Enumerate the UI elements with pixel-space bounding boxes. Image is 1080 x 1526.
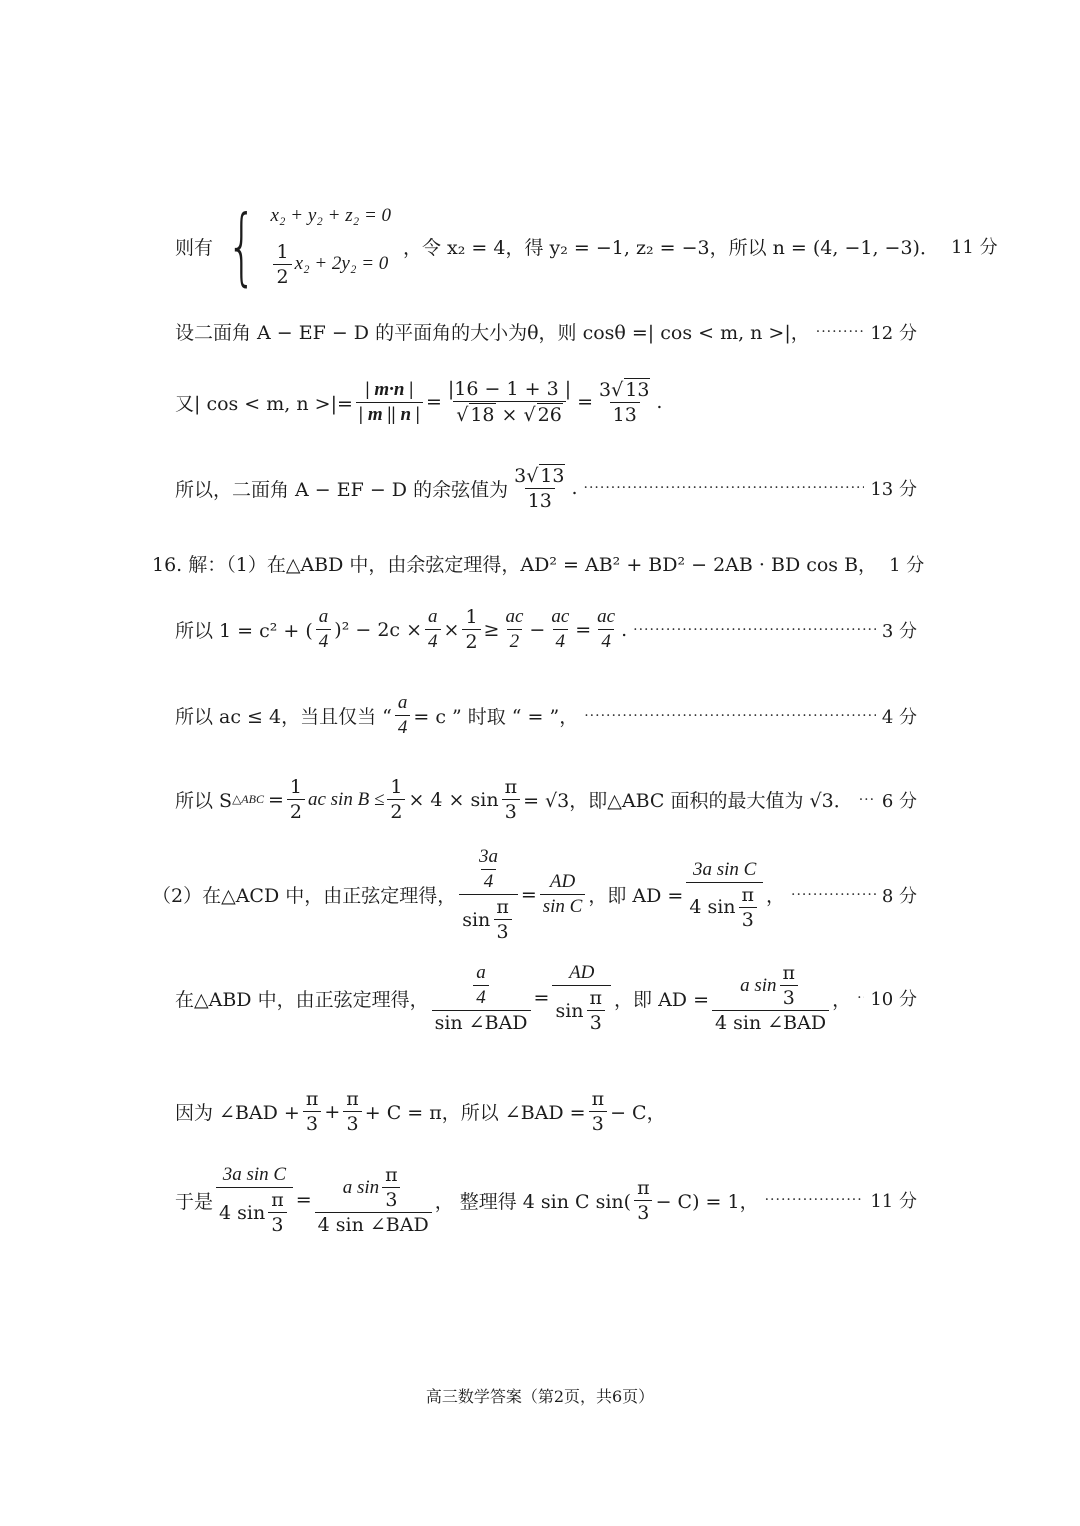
- frac-den: sin ∠BAD: [432, 1010, 531, 1034]
- frac-den: 3: [268, 1212, 286, 1236]
- sqrt-18: 18: [470, 404, 495, 426]
- sin-label: sin: [555, 999, 584, 1022]
- frac: [502, 776, 521, 823]
- frac-num: | m·n |: [365, 378, 414, 400]
- frac-den: 4: [598, 629, 614, 653]
- frac-num: π: [741, 883, 755, 906]
- frac-num: [340, 1164, 407, 1212]
- frac-num: a: [318, 606, 329, 627]
- frac-den: | m || n |: [356, 402, 423, 426]
- page-footer: 高三数学答案（第2页，共6页）: [425, 1387, 655, 1406]
- frac-den: 2: [273, 264, 291, 288]
- frac-den: sin C: [540, 894, 586, 918]
- problem-16-line-1: [152, 550, 925, 577]
- score-label: 12 分: [870, 322, 917, 344]
- score-label: 11 分: [870, 1191, 917, 1212]
- frac-den: 4: [316, 629, 332, 653]
- frac-num: a: [397, 692, 408, 713]
- label-zeyou: 则有: [175, 236, 214, 259]
- frac-den: 3: [343, 1111, 361, 1135]
- left-brace-icon: {: [227, 197, 257, 295]
- solution-line-13: [175, 464, 917, 512]
- coef: 3: [599, 379, 612, 401]
- area-max-text: = √3，即△ABC 面积的最大值为 √3．: [523, 790, 853, 812]
- frac-left: [216, 1164, 293, 1236]
- frac-num: π: [385, 1164, 398, 1186]
- expr-part: − C，: [610, 1102, 666, 1124]
- area-lead: 所以 S: [175, 790, 233, 812]
- frac-den: [552, 985, 611, 1034]
- plus: +: [324, 1100, 341, 1123]
- frac-num: π: [305, 1088, 319, 1110]
- expr-part: −: [529, 618, 546, 641]
- frac-num: a: [476, 962, 486, 983]
- expr-part: )² − 2c ×: [334, 618, 423, 641]
- expr-part: ，即 AD =: [614, 988, 709, 1011]
- sin-label: a sin: [342, 1176, 380, 1198]
- frac: [634, 1177, 653, 1224]
- coef: 3: [514, 465, 527, 487]
- frac-num: π: [346, 1088, 359, 1110]
- problem-16-line-3: [175, 606, 917, 653]
- leader-dots: [584, 708, 876, 724]
- expr-part: ×: [443, 618, 460, 641]
- frac-result: [596, 378, 653, 426]
- frac: [316, 606, 332, 653]
- frac-num: 3√ 13: [599, 379, 650, 401]
- frac-num: π: [782, 962, 795, 984]
- subscript: △ABC: [232, 792, 264, 806]
- frac-den: 2: [507, 629, 523, 653]
- frac: [343, 1088, 362, 1135]
- sin-label: a sin: [740, 974, 777, 996]
- frac-mn: [356, 379, 423, 426]
- equals: =: [425, 391, 442, 413]
- score-label: 1 分: [889, 554, 925, 576]
- frac-den: [459, 894, 518, 943]
- frac-den: [216, 1187, 293, 1236]
- frac: [387, 776, 405, 823]
- expr-part: ， 整理得 4 sin C sin(: [434, 1190, 632, 1213]
- comma: ，: [832, 988, 852, 1011]
- system-eq-1: x₂ + y₂ + z₂ = 0: [270, 204, 392, 226]
- equals: =: [520, 883, 537, 906]
- expr-part: − C) = 1，: [655, 1190, 759, 1213]
- frac-num: π: [271, 1189, 284, 1211]
- frac-den: √ 18 × √ 26: [453, 401, 566, 426]
- sin-label: 4 sin: [219, 1201, 266, 1224]
- frac-den: 3: [780, 985, 798, 1009]
- system-eq-2-rest: x₂ + 2y₂ = 0: [294, 253, 389, 274]
- frac: [548, 606, 572, 653]
- frac-den: 3: [589, 1111, 607, 1135]
- expr-lead: 所以 1 = c² + (: [175, 620, 313, 642]
- frac-den: 3: [502, 799, 520, 823]
- problem-16-part2-line-8: [152, 846, 917, 943]
- cosine-value-text: 所以，二面角 A − EF − D 的余弦值为: [175, 478, 509, 501]
- period: .: [571, 477, 578, 499]
- cos-calculation-line: [175, 378, 917, 426]
- compound-frac: [459, 846, 518, 943]
- frac-num: π: [496, 896, 509, 918]
- score-label: 11 分: [950, 237, 998, 258]
- frac-den: [686, 882, 763, 931]
- leader-dots: [765, 1192, 865, 1208]
- frac: [425, 606, 441, 653]
- equals: =: [533, 987, 550, 1009]
- frac: [462, 606, 480, 653]
- expr-part: ，即 AD =: [588, 885, 684, 907]
- score-label: 10 分: [870, 989, 917, 1010]
- frac-den: 4 sin ∠BAD: [712, 1010, 829, 1034]
- compound-frac: [432, 962, 531, 1034]
- frac-den: 4: [553, 629, 569, 653]
- frac-den: 4: [481, 869, 497, 893]
- problem-16-line-4: [175, 692, 917, 739]
- frac-den: 4: [473, 985, 489, 1009]
- leader-dots: [857, 990, 864, 1006]
- sin-label: sin: [462, 908, 491, 931]
- frac-num: 3a sin C: [222, 1164, 287, 1185]
- frac-den: 2: [462, 629, 480, 653]
- sqrt-13: 13: [540, 465, 565, 487]
- frac: [594, 606, 618, 653]
- frac-ad: [686, 859, 763, 931]
- times: ×: [501, 404, 518, 426]
- frac-den: 3: [303, 1111, 321, 1135]
- cosine-law-text: 16. 解：（1）在△ABD 中，由余弦定理得，AD² = AB² + BD² − 2AB · BD cos B，: [152, 554, 878, 576]
- expr-part: ≥: [483, 618, 500, 641]
- leader-dots: [859, 792, 876, 808]
- comma: ，: [766, 885, 786, 907]
- leader-dots: [584, 480, 865, 496]
- frac-ad: [712, 962, 829, 1034]
- frac-num: 1: [390, 776, 403, 798]
- solution-line-11: [175, 197, 998, 295]
- frac-den: 4: [395, 715, 411, 739]
- angle-lead: 因为 ∠BAD +: [175, 1102, 300, 1124]
- frac-num: [467, 962, 495, 1010]
- score-label: 8 分: [881, 885, 917, 907]
- frac-den: 4 sin ∠BAD: [315, 1212, 432, 1236]
- frac-num: AD: [549, 871, 576, 892]
- equation-system: [213, 197, 392, 295]
- frac: [540, 871, 586, 918]
- frac-num: 3√ 13: [514, 465, 565, 487]
- frac: [502, 606, 526, 653]
- frac-den: 4: [425, 629, 441, 653]
- score-label: 13 分: [870, 479, 917, 500]
- frac-num: π: [637, 1176, 650, 1199]
- frac-numeric: [445, 378, 574, 426]
- sine-law-lead: 在△ABD 中，由正弦定理得，: [175, 988, 429, 1011]
- sqrt-26: 26: [537, 404, 562, 426]
- frac-num: 1: [465, 606, 478, 628]
- inequality-lead: 所以 ac ≤ 4，当且仅当 “: [175, 706, 392, 728]
- frac-num: [470, 846, 507, 894]
- frac-num: π: [504, 776, 518, 798]
- score-label: 4 分: [881, 706, 917, 728]
- frac-den: 2: [387, 799, 405, 823]
- frac-den: 3: [739, 907, 757, 931]
- frac-den: 3: [587, 1010, 605, 1034]
- frac-den: 3: [382, 1187, 400, 1211]
- frac-num: 1: [276, 240, 289, 263]
- frac-num: |16 − 1 + 3 |: [447, 378, 572, 400]
- sqrt-13: 13: [625, 379, 650, 401]
- problem-16-part2-line-11: [175, 1164, 917, 1236]
- equals: =: [577, 391, 594, 413]
- solution-line-12: [175, 318, 917, 345]
- yushi-label: 于是: [175, 1190, 214, 1213]
- expr-part: + C = π，所以 ∠BAD =: [364, 1102, 586, 1124]
- sine-law-lead: （2）在△ACD 中，由正弦定理得，: [152, 885, 457, 907]
- period: .: [621, 618, 628, 641]
- expr-part: ac sin B ≤: [307, 788, 385, 810]
- frac-num: [737, 962, 804, 1010]
- expr-part: =: [267, 788, 284, 811]
- leader-dots: [791, 887, 876, 903]
- frac-num: 3a sin C: [692, 858, 757, 880]
- frac-den: 13: [610, 402, 640, 426]
- frac: [395, 692, 411, 739]
- frac-num: 1: [289, 776, 302, 798]
- frac-den: 13: [525, 488, 555, 512]
- equality-condition: = c ” 时取 “ = ”，: [413, 706, 579, 728]
- frac-den: 3: [494, 919, 512, 943]
- expr-part: × 4 × sin: [408, 788, 499, 811]
- frac-num: ac: [597, 606, 616, 627]
- frac-right: [315, 1164, 432, 1236]
- score-label: 3 分: [881, 620, 917, 642]
- frac-num: π: [589, 987, 603, 1009]
- angle-sum-line: [175, 1088, 917, 1135]
- frac-num: a: [428, 606, 438, 627]
- dihedral-angle-text: 设二面角 A − EF − D 的平面角的大小为θ，则 cosθ =| cos < m, n >|，: [175, 322, 810, 344]
- system-eq-2: [270, 241, 391, 288]
- normal-vector-result: ，令 x₂ = 4，得 y₂ = −1, z₂ = −3，所以 n = (4, −1, −3)．: [403, 236, 939, 259]
- frac: [303, 1088, 322, 1135]
- frac-cosine: [511, 464, 568, 512]
- sin-label: 4 sin: [689, 896, 736, 918]
- frac: [287, 776, 305, 823]
- expr-part: =: [575, 618, 592, 641]
- problem-16-line-6: [175, 776, 917, 823]
- frac-num: ac: [551, 606, 570, 627]
- equals: =: [295, 1189, 312, 1211]
- leader-dots: [816, 324, 865, 340]
- frac-num: π: [591, 1088, 605, 1110]
- frac-num: ac: [505, 606, 524, 627]
- frac-num: AD: [569, 962, 595, 983]
- frac-den: 2: [287, 799, 305, 823]
- problem-16-part2-line-10: [175, 962, 917, 1034]
- score-label: 6 分: [881, 790, 917, 812]
- leader-dots: [633, 622, 876, 638]
- frac-den: 3: [634, 1200, 652, 1224]
- period: .: [656, 391, 663, 413]
- cos-lead: 又| cos < m, n >|=: [175, 392, 353, 415]
- frac: [589, 1088, 608, 1135]
- frac-num: 3a: [479, 846, 499, 867]
- frac: [552, 962, 611, 1034]
